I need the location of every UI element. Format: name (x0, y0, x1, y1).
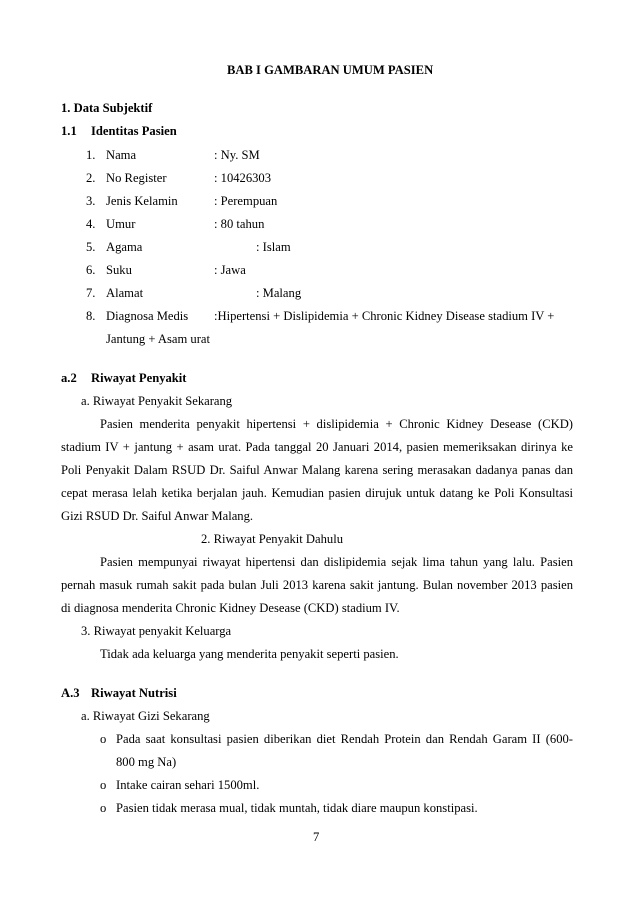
identity-row (86, 262, 246, 278)
diagnosis-continuation: Jantung + Asam urat (106, 332, 210, 346)
identity-label: Suku (106, 263, 132, 277)
identity-row (86, 216, 265, 232)
paragraph-line: pernah masuk rumah sakit pada bulan Juli 2013 karena sakit jantung. Bulan november 2013 pasien (61, 578, 573, 592)
bullet-item (100, 731, 106, 747)
identity-value: : 80 tahun (214, 217, 265, 231)
identity-row (86, 170, 272, 186)
identity-value: :Hipertensi + Dislipidemia + Chronic Kidney Disease stadium IV + (214, 309, 555, 323)
page-number: 7 (313, 830, 320, 844)
subheading-riwayat-keluarga: 3. Riwayat penyakit Keluarga (81, 624, 232, 638)
subheading-riwayat-sekarang: a. Riwayat Penyakit Sekarang (81, 394, 233, 408)
paragraph-line: cepat merasa lelah ketika berjalan jauh. Kemudian pasien dirujuk untuk datang ke Poli Konsultasi (61, 486, 573, 500)
identity-value: : Jawa (214, 263, 246, 277)
subsection-heading-identitas (61, 123, 177, 139)
identity-value: : Malang (256, 286, 302, 300)
paragraph-line: Pasien mempunyai riwayat hipertensi dan dislipidemia sejak lima tahun yang lalu. Pasien (100, 555, 573, 569)
identity-value: : Islam (256, 240, 291, 254)
bullet-text-continuation: 800 mg Na) (116, 755, 177, 769)
identity-value: : Perempuan (214, 194, 278, 208)
section-heading-riwayat-nutrisi (61, 685, 177, 701)
paragraph-line: Tidak ada keluarga yang menderita penyakit seperti pasien. (100, 647, 399, 661)
identity-row (86, 308, 555, 324)
identity-label: Agama (106, 240, 143, 254)
identity-label: Umur (106, 217, 136, 231)
bullet-text: Intake cairan sehari 1500ml. (116, 778, 260, 792)
identity-row (86, 285, 302, 301)
subsection-number: 1.1 (61, 124, 77, 138)
identity-row (86, 239, 291, 255)
identity-number: 6. (86, 263, 96, 277)
identity-number: 7. (86, 286, 96, 300)
paragraph-line: stadium IV + jantung + asam urat. Pada tanggal 20 Januari 2014, pasien memeriksakan dirinya ke (61, 440, 573, 454)
bullet-item (100, 777, 260, 793)
identity-number: 4. (86, 217, 96, 231)
section-number: A.3 (61, 686, 80, 700)
identity-number: 3. (86, 194, 96, 208)
paragraph-line: di diagnosa menderita Chronic Kidney Desease (CKD) stadium IV. (61, 601, 400, 615)
section-title: Riwayat Nutrisi (91, 686, 177, 700)
section-heading-riwayat-penyakit (61, 370, 187, 386)
identity-number: 5. (86, 240, 96, 254)
subsection-title: Identitas Pasien (91, 124, 177, 138)
paragraph-line: Pasien menderita penyakit hipertensi + dislipidemia + Chronic Kidney Desease (CKD) (100, 417, 573, 431)
identity-number: 8. (86, 309, 96, 323)
identity-label: No Register (106, 171, 167, 185)
identity-label: Nama (106, 148, 137, 162)
identity-value: : 10426303 (214, 171, 272, 185)
section-number: a.2 (61, 371, 77, 385)
bullet-marker: o (100, 732, 107, 746)
bullet-marker: o (100, 778, 107, 792)
identity-row (86, 147, 260, 163)
document-title: BAB I GAMBARAN UMUM PASIEN (227, 63, 434, 77)
identity-label: Diagnosa Medis (106, 309, 189, 323)
identity-number: 1. (86, 148, 96, 162)
identity-label: Jenis Kelamin (106, 194, 178, 208)
identity-label: Alamat (106, 286, 144, 300)
section-title: Riwayat Penyakit (91, 371, 187, 385)
section-heading-data-subjektif: 1. Data Subjektif (61, 101, 153, 115)
identity-number: 2. (86, 171, 96, 185)
bullet-text: Pasien tidak merasa mual, tidak muntah, tidak diare maupun konstipasi. (116, 801, 478, 815)
subheading-riwayat-gizi: a. Riwayat Gizi Sekarang (81, 709, 210, 723)
bullet-item (100, 800, 478, 816)
identity-row (86, 193, 278, 209)
paragraph-line: Gizi RSUD Dr. Saiful Anwar Malang. (61, 509, 254, 523)
paragraph-line: Poli Penyakit Dalam RSUD Dr. Saiful Anwar Malang karena sering merasakan dadanya panas dan (61, 463, 573, 477)
bullet-marker: o (100, 801, 107, 815)
subheading-riwayat-dahulu: 2. Riwayat Penyakit Dahulu (201, 532, 344, 546)
identity-value: : Ny. SM (214, 148, 260, 162)
bullet-text: Pada saat konsultasi pasien diberikan diet Rendah Protein dan Rendah Garam II (600- (116, 732, 573, 746)
